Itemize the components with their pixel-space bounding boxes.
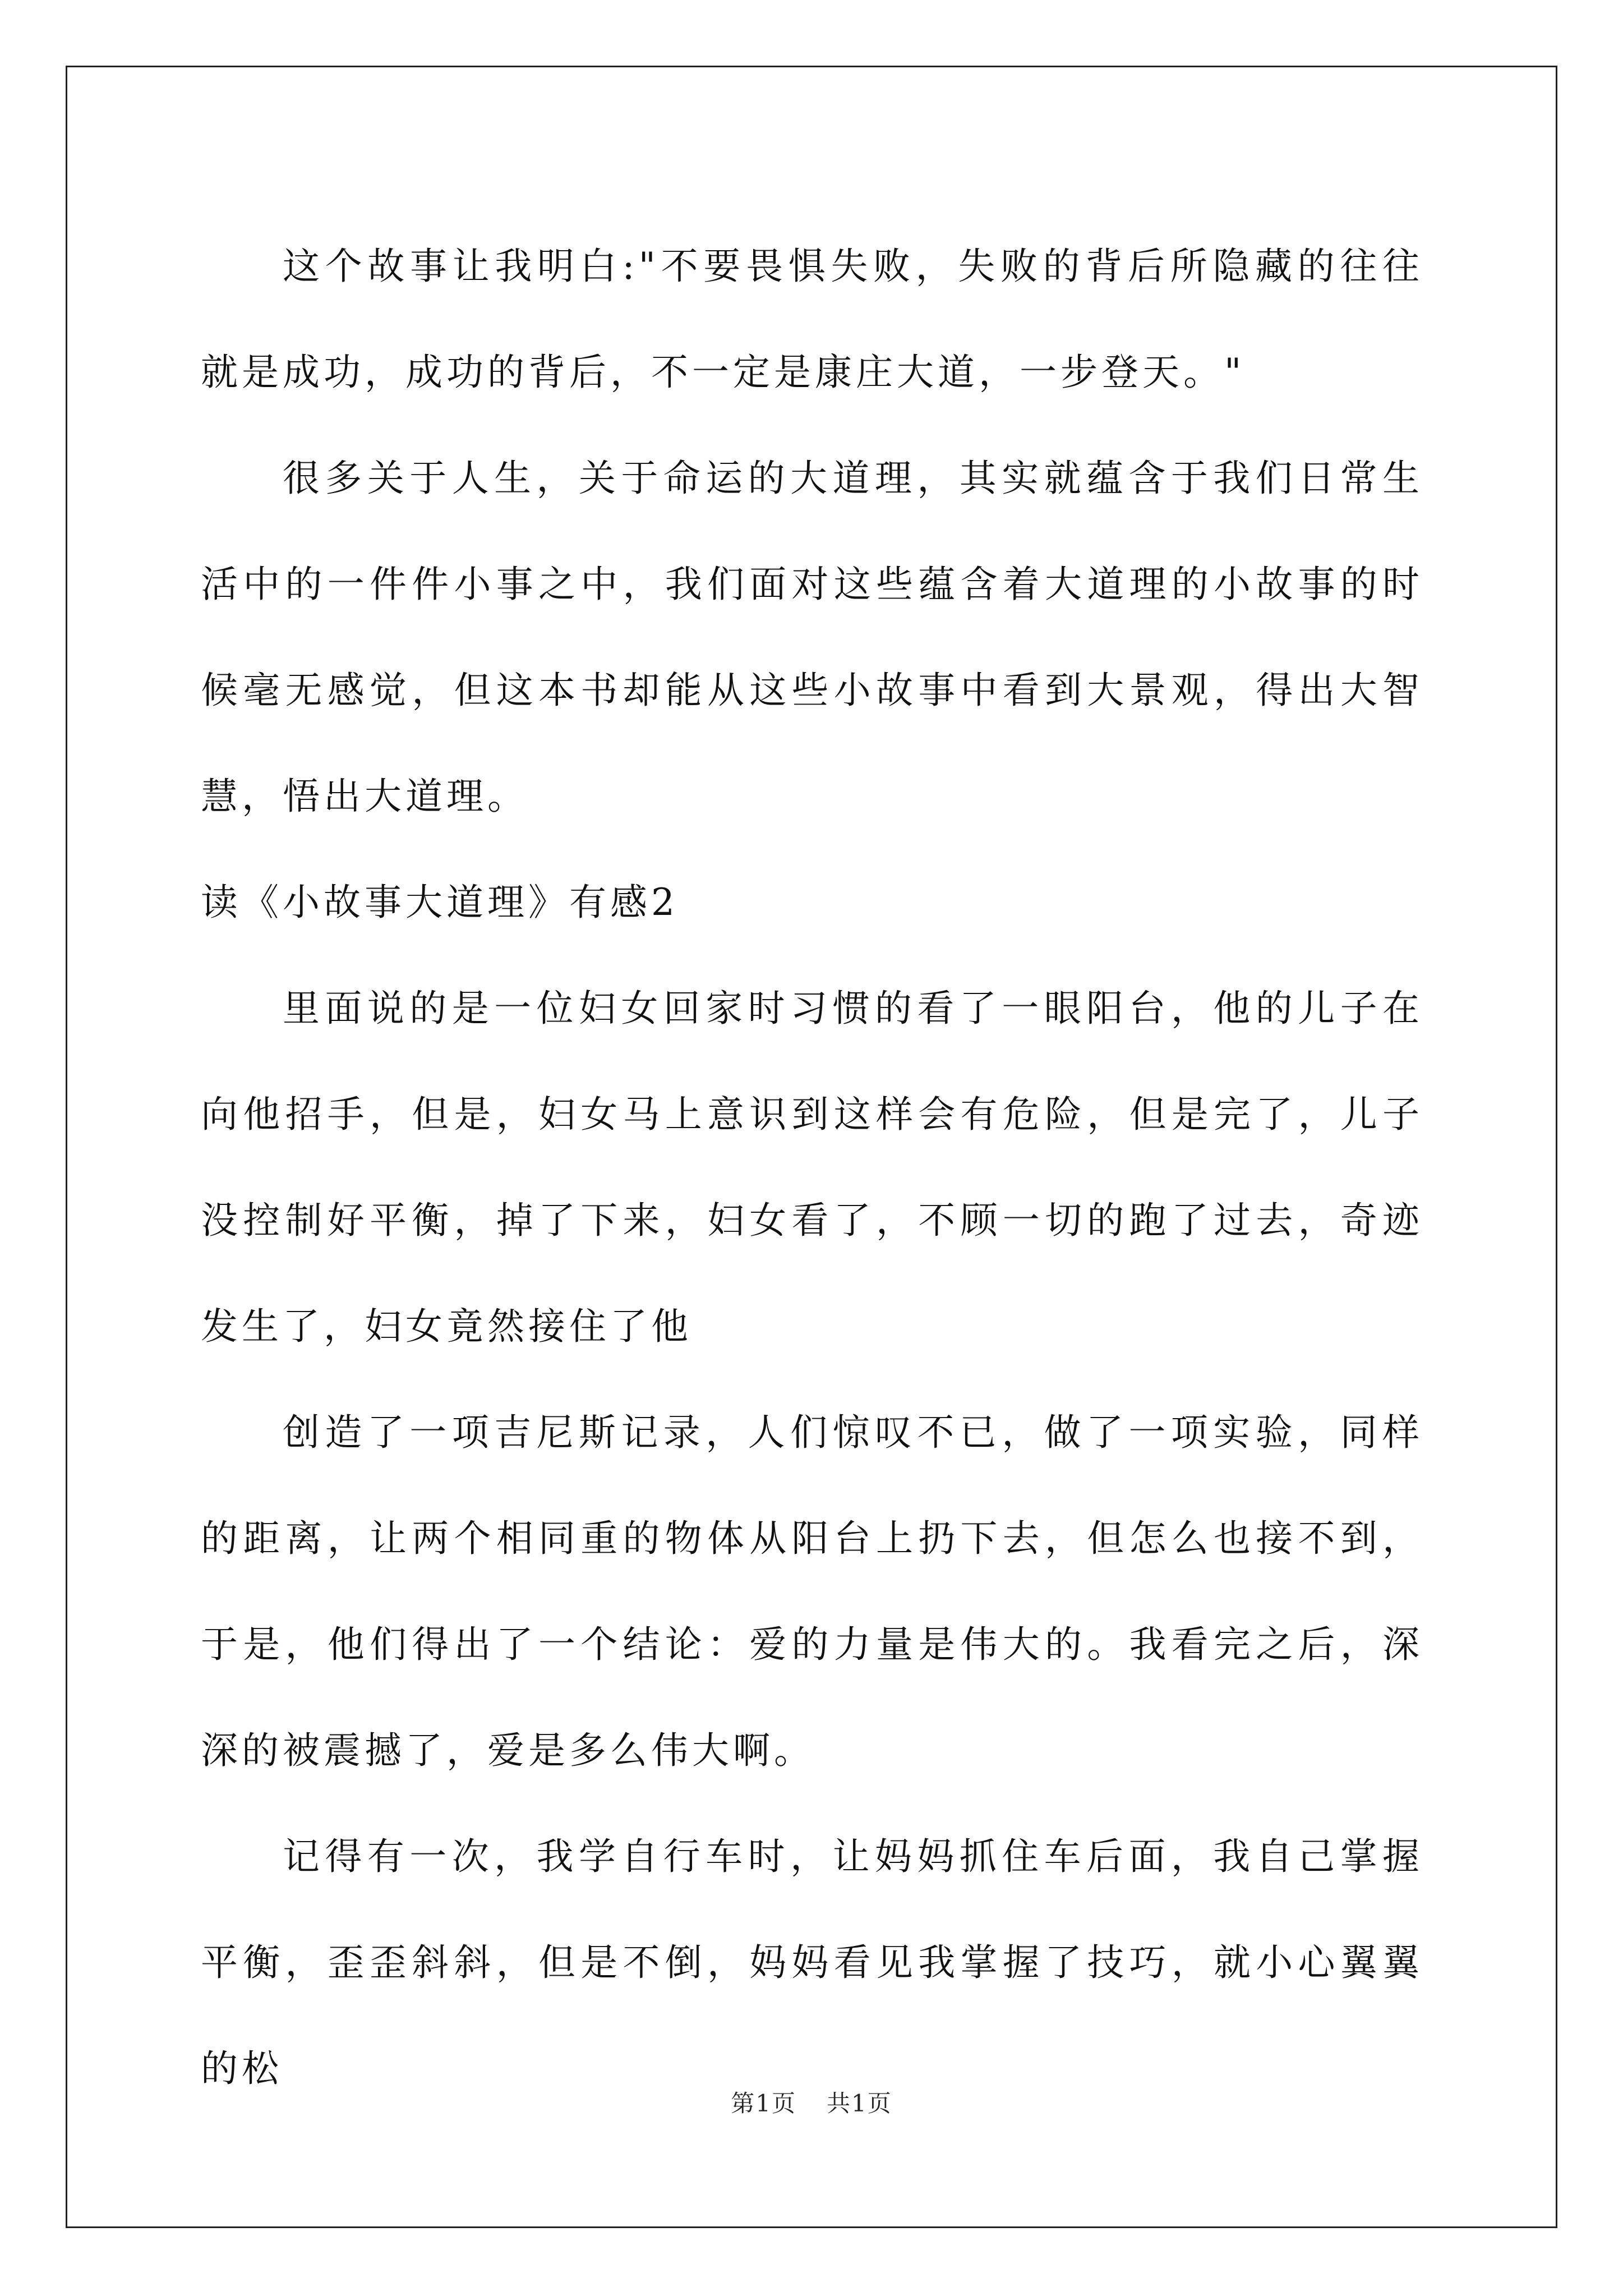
section-heading: 读《小故事大道理》有感2 (201, 881, 679, 924)
document-body (201, 213, 1423, 2122)
paragraph-guinness-record: 创造了一项吉尼斯记录，人们惊叹不已，做了一项实验，同样的距离，让两个相同重的物体从阳台上扔下去，但怎么也接不到，于是，他们得出了一个结论：爱的力量是伟大的。我看完之后，深深的被震撼了，爱是多么伟大啊。 (201, 1411, 1423, 1772)
paragraph-life-lessons: 很多关于人生，关于命运的大道理，其实就蕴含于我们日常生活中的一件件小事之中，我们面对这些蕴含着大道理的小故事的时候毫无感觉，但这本书却能从这些小故事中看到大景观，得出大智慧，悟出大道理。 (201, 457, 1423, 818)
paragraph-bicycle-memory: 记得有一次，我学自行车时，让妈妈抓住车后面，我自己掌握平衡，歪歪斜斜，但是不倒，妈妈看见我掌握了技巧，就小心翼翼的松 (201, 1835, 1423, 2090)
page-footer (0, 2087, 1623, 2120)
paragraph-lesson: 这个故事让我明白:"不要畏惧失败，失败的背后所隐藏的往往就是成功，成功的背后，不一定是康庄大道，一步登天。" (201, 245, 1423, 394)
page-total: 共1页 (827, 2090, 892, 2117)
paragraph-mother-story: 里面说的是一位妇女回家时习惯的看了一眼阳台，他的儿子在向他招手，但是，妇女马上意识到这样会有危险，但是完了，儿子没控制好平衡，掉了下来，妇女看了，不顾一切的跑了过去，奇迹发生了，妇女竟然接住了他 (201, 987, 1423, 1348)
page-number: 第1页 (731, 2090, 796, 2117)
